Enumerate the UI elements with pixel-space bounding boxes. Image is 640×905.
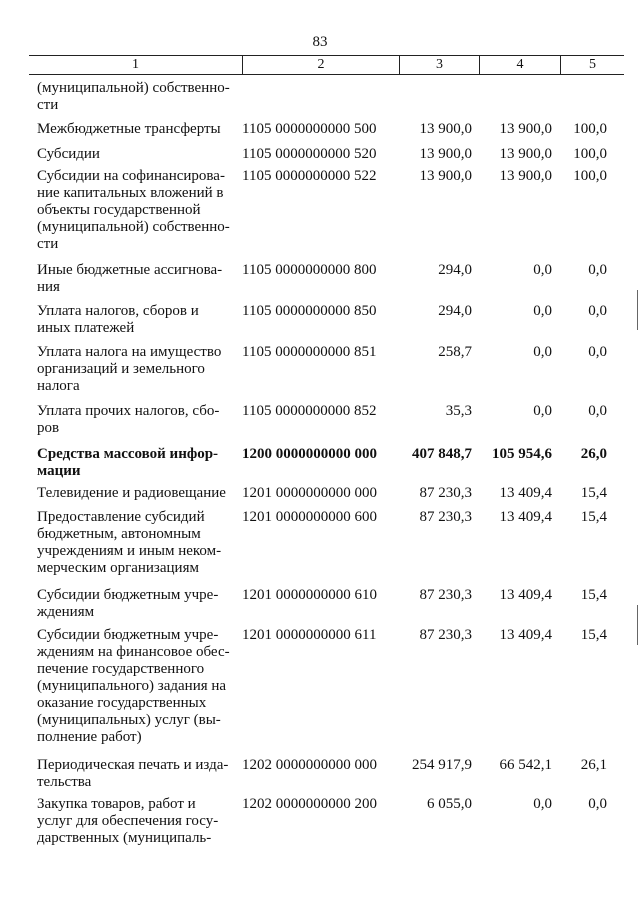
value-percent: 15,4 bbox=[580, 587, 607, 603]
value-percent: 100,0 bbox=[573, 121, 607, 137]
budget-code: 1201 0000000000 600 bbox=[242, 509, 377, 525]
value-actual: 13 900,0 bbox=[499, 121, 552, 137]
budget-code: 1201 0000000000 610 bbox=[242, 587, 377, 603]
row-name: Межбюджетные трансферты bbox=[37, 121, 221, 137]
value-actual: 66 542,1 bbox=[499, 757, 552, 773]
page-number: 83 bbox=[312, 34, 328, 50]
column-header-5: 5 bbox=[589, 57, 596, 72]
row-name: Субсидии bbox=[37, 146, 100, 162]
value-percent: 100,0 bbox=[573, 168, 607, 184]
budget-code: 1105 0000000000 520 bbox=[242, 146, 377, 162]
budget-code: 1202 0000000000 000 bbox=[242, 757, 377, 773]
value-plan: 254 917,9 bbox=[412, 757, 472, 773]
value-percent: 26,0 bbox=[580, 446, 607, 462]
scan-edge-mark bbox=[637, 290, 638, 330]
row-name: Субсидии бюджетным учре- ждениям bbox=[37, 587, 219, 620]
value-actual: 13 409,4 bbox=[499, 509, 552, 525]
value-percent: 0,0 bbox=[588, 303, 607, 319]
row-name: Субсидии бюджетным учре- ждениям на финансовое обес- печение государственного (муниципального) задания на оказание государственных (муниципальных) услуг (вы- полнение работ) bbox=[37, 627, 230, 745]
budget-code: 1200 0000000000 000 bbox=[242, 446, 377, 462]
value-plan: 6 055,0 bbox=[427, 796, 472, 812]
row-name: Уплата налога на имущество организаций и земельного налога bbox=[37, 344, 222, 394]
value-actual: 13 900,0 bbox=[499, 168, 552, 184]
value-plan: 35,3 bbox=[445, 403, 472, 419]
budget-code: 1105 0000000000 522 bbox=[242, 168, 377, 184]
value-plan: 87 230,3 bbox=[419, 587, 472, 603]
row-name: Телевидение и радиовещание bbox=[37, 485, 226, 501]
value-percent: 0,0 bbox=[588, 796, 607, 812]
value-actual: 0,0 bbox=[533, 796, 552, 812]
row-name: Предоставление субсидий бюджетным, автономным учреждениям и иным неком- мерческим организациям bbox=[37, 509, 222, 576]
value-actual: 13 900,0 bbox=[499, 146, 552, 162]
value-plan: 13 900,0 bbox=[419, 168, 472, 184]
row-name: Средства массовой инфор- мации bbox=[37, 446, 219, 479]
budget-code: 1201 0000000000 611 bbox=[242, 627, 377, 643]
value-actual: 13 409,4 bbox=[499, 627, 552, 643]
table-header bbox=[29, 55, 624, 75]
value-plan: 258,7 bbox=[438, 344, 472, 360]
value-percent: 15,4 bbox=[580, 485, 607, 501]
budget-code: 1105 0000000000 851 bbox=[242, 344, 377, 360]
column-header-1: 1 bbox=[132, 57, 139, 72]
budget-code: 1105 0000000000 800 bbox=[242, 262, 377, 278]
value-percent: 0,0 bbox=[588, 262, 607, 278]
value-plan: 87 230,3 bbox=[419, 485, 472, 501]
row-name: Закупка товаров, работ и услуг для обеспечения госу- дарственных (муниципаль- bbox=[37, 796, 219, 846]
value-actual: 0,0 bbox=[533, 303, 552, 319]
row-name: Уплата прочих налогов, сбо- ров bbox=[37, 403, 220, 436]
value-plan: 13 900,0 bbox=[419, 121, 472, 137]
value-plan: 87 230,3 bbox=[419, 509, 472, 525]
budget-code: 1105 0000000000 500 bbox=[242, 121, 377, 137]
value-plan: 294,0 bbox=[438, 262, 472, 278]
value-plan: 13 900,0 bbox=[419, 146, 472, 162]
scan-edge-mark bbox=[637, 605, 638, 645]
column-header-2: 2 bbox=[317, 57, 325, 72]
value-actual: 105 954,6 bbox=[492, 446, 552, 462]
row-name: (муниципальной) собственно- сти bbox=[37, 80, 230, 113]
value-percent: 15,4 bbox=[580, 509, 607, 525]
value-percent: 0,0 bbox=[588, 344, 607, 360]
row-name: Субсидии на софинансирова- ние капитальных вложений в объекты государственной (муниципальной) собственно- сти bbox=[37, 168, 230, 252]
budget-code: 1202 0000000000 200 bbox=[242, 796, 377, 812]
row-name: Периодическая печать и изда- тельства bbox=[37, 757, 229, 790]
value-percent: 0,0 bbox=[588, 403, 607, 419]
row-name: Иные бюджетные ассигнова- ния bbox=[37, 262, 223, 295]
value-percent: 26,1 bbox=[580, 757, 607, 773]
column-header-4: 4 bbox=[516, 57, 524, 72]
budget-code: 1201 0000000000 000 bbox=[242, 485, 377, 501]
budget-code: 1105 0000000000 850 bbox=[242, 303, 377, 319]
budget-code: 1105 0000000000 852 bbox=[242, 403, 377, 419]
row-name: Уплата налогов, сборов и иных платежей bbox=[37, 303, 199, 336]
value-actual: 0,0 bbox=[533, 262, 552, 278]
value-percent: 15,4 bbox=[580, 627, 607, 643]
value-plan: 87 230,3 bbox=[419, 627, 472, 643]
value-actual: 0,0 bbox=[533, 344, 552, 360]
value-plan: 407 848,7 bbox=[412, 446, 472, 462]
value-actual: 0,0 bbox=[533, 403, 552, 419]
value-actual: 13 409,4 bbox=[499, 485, 552, 501]
value-actual: 13 409,4 bbox=[499, 587, 552, 603]
value-percent: 100,0 bbox=[573, 146, 607, 162]
value-plan: 294,0 bbox=[438, 303, 472, 319]
column-header-3: 3 bbox=[436, 57, 443, 72]
